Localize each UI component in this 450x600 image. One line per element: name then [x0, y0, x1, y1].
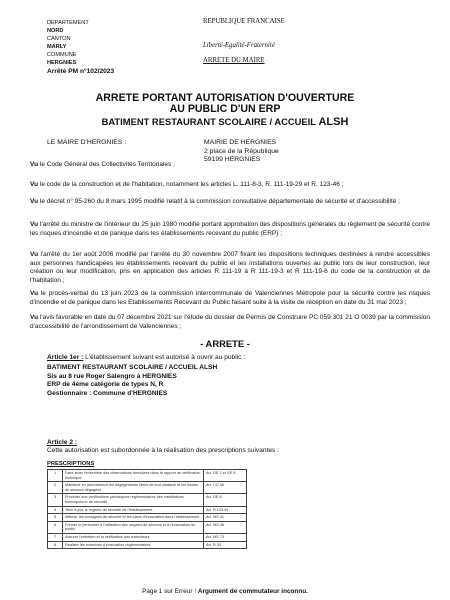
article-1 — [47, 354, 427, 398]
document-title-line3 — [0, 116, 450, 128]
canton-value: MARLY — [47, 44, 67, 50]
table-row — [48, 482, 247, 494]
page-footer — [0, 588, 450, 595]
row-reference: Art. MS 73 — [204, 533, 247, 541]
article-2-label: Article 2 : — [47, 439, 78, 446]
row-reference: Art. GE 2 et GE 8 — [204, 470, 247, 482]
table-row — [48, 541, 247, 549]
row-prescription: Réaliser les exercices d'évacuation réglementaires — [63, 541, 204, 549]
table-row — [48, 533, 247, 541]
row-number: 8 — [48, 541, 63, 549]
republique-francaise: REPUBLIQUE FRANCAISE — [203, 18, 285, 25]
row-number: 2 — [48, 482, 63, 494]
canton-label: CANTON — [47, 36, 71, 42]
vu-5: Vu l'arrêté du 1er août 2006 modifié par l'arrêté du 30 novembre 2007 fixant les dispositions techniques destinées à rendre accessibles aux personnes handicapées les établissements recevant du public et les installations ouvertes au public lors de leur construction, leur création ou leur modification, pris en application des articles R 111-19 à R 111-19-3 et R 111-19-6 du code de la construction et de l'habitation ; — [30, 251, 431, 284]
mairie-name: MAIRIE DE HERGNIES — [204, 139, 277, 146]
row-number: 6 — [48, 521, 63, 533]
vu-2: Vu le code de la construction et de l'habitation, notamment les articles L. 111-8-3, R. 111-19-29 et R. 123-46 ; — [30, 181, 344, 188]
row-reference: Art. GE 6 — [204, 494, 247, 506]
row-reference: Art. MS 46 — [204, 521, 247, 533]
article-2-text: Cette autorisation est subordonnée à la réalisation des prescriptions suivantes : — [47, 447, 280, 455]
row-number: 4 — [48, 506, 63, 514]
title-alsh: ALSH — [318, 116, 349, 128]
row-prescription: Faire lever l'ensemble des observations formulées dans le rapport de vérification technique — [63, 470, 204, 482]
vu-3: Vu le décret n° 95-260 du 8 mars 1995 modifié relatif à la commission consultative départementale de sécurité et d'accessibilité ; — [30, 198, 400, 205]
vu-6: Vu le procès-verbal du 13 juin 2023 de la commission intercommunale de Valenciennes Métropole pour la sécurité contre les risques d'incendie et de panique dans les Etablissements Recevant du Public faisant suite à la visite de réception en date du 31 mai 2023 ; — [30, 290, 430, 306]
commune-value: HERGNIES — [47, 60, 77, 66]
article-1-category: ERP de 4ème catégorie de types N, R — [47, 381, 164, 389]
le-maire-label: LE MAIRE D'HERGNIES : — [47, 139, 127, 146]
article-2 — [47, 439, 427, 456]
title-building: BATIMENT RESTAURANT SCOLAIRE / ACCUEIL — [101, 116, 319, 127]
document-title-line1: ARRETE PORTANT AUTORISATION D'OUVERTURE — [95, 92, 355, 104]
header-admin-block — [47, 19, 114, 76]
table-row — [48, 521, 247, 533]
table-row — [48, 514, 247, 522]
row-number: 7 — [48, 533, 63, 541]
mairie-street: 2 place de la République — [204, 147, 279, 155]
row-reference: Art. MS 41 — [204, 514, 247, 522]
prescriptions-title: PRESCRIPTIONS — [47, 461, 95, 467]
row-prescription: Maintenir en permanence les dégagements libres de tout obstacle et les issues de secours dégagées — [63, 482, 204, 494]
arrete-reference: Arrêté PM n°102/2023 — [47, 68, 115, 75]
article-1-manager: Gestionnaire : Commune d'HERGNIES — [47, 389, 168, 397]
row-number: 1 — [48, 470, 63, 482]
row-number: 5 — [48, 514, 63, 522]
devise: Liberté-Egalité-Fraternité — [203, 42, 275, 49]
vu-4: Vu l'arrêté du ministre de l'intérieur du 25 juin 1980 modifié portant approbation des dispositions générales du règlement de sécurité contre les risques d'incendie et de panique dans les établissements recevant du public (ERP) ; — [30, 221, 430, 237]
row-prescription: Tenir à jour le registre de sécurité de l'établissement — [63, 506, 204, 514]
article-1-label: Article 1er : — [47, 354, 84, 361]
row-reference: Art. CO 36 — [204, 482, 247, 494]
article-1-text: L'établissement suivant est autorisé à ouvrir au public : — [83, 354, 246, 361]
departement-label: DEPARTEMENT — [47, 20, 89, 26]
vu-7: Vu l'avis favorable en date du 07 décembre 2021 sur l'étude du dossier de Permis de Construire PC 059 301 21 O 0039 par la commission d'accessibilité de l'arrondissement de Valenciennes ; — [30, 314, 431, 330]
row-prescription: Procéder aux vérifications périodiques réglementaires des installations techniques et de sécurité — [63, 494, 204, 506]
row-number: 3 — [48, 494, 63, 506]
vu-1: Vu le Code Général des Collectivités Territoriales ; — [30, 161, 175, 168]
departement-value: NORD — [47, 28, 64, 34]
row-prescription: Former le personnel à l'utilisation des moyens de secours et à l'évacuation du public — [63, 521, 204, 533]
prescriptions-table-image — [47, 461, 255, 589]
article-1-building: BATIMENT RESTAURANT SCOLAIRE / ACCUEIL ALSH — [47, 364, 218, 372]
table-row — [48, 506, 247, 514]
mairie-city: 59199 HERGNIES — [204, 156, 261, 164]
footer-error: Argument de commutateur inconnu. — [197, 588, 308, 595]
arrete-heading: - ARRETE - — [200, 338, 250, 349]
arrete-du-maire: ARRETE DU MAIRE — [203, 57, 265, 64]
row-prescription: Afficher les consignes de sécurité et les plans d'évacuation dans l'établissement — [63, 514, 204, 522]
document-title-line2: AU PUBLIC D'UN ERP — [169, 103, 281, 115]
commune-label: COMMUNE — [47, 52, 77, 58]
row-prescription: Assurer l'entretien et la vérification des extincteurs — [63, 533, 204, 541]
row-reference: Art. R 33 — [204, 541, 247, 549]
article-1-address: Sis au 8 rue Roger Salengro à HERGNIES — [47, 372, 177, 380]
prescriptions-table — [47, 469, 247, 549]
table-row — [48, 494, 247, 506]
row-reference: Art. R 123-51 — [204, 506, 247, 514]
footer-page: Page 1 sur Erreur ! — [142, 588, 198, 595]
table-row — [48, 470, 247, 482]
